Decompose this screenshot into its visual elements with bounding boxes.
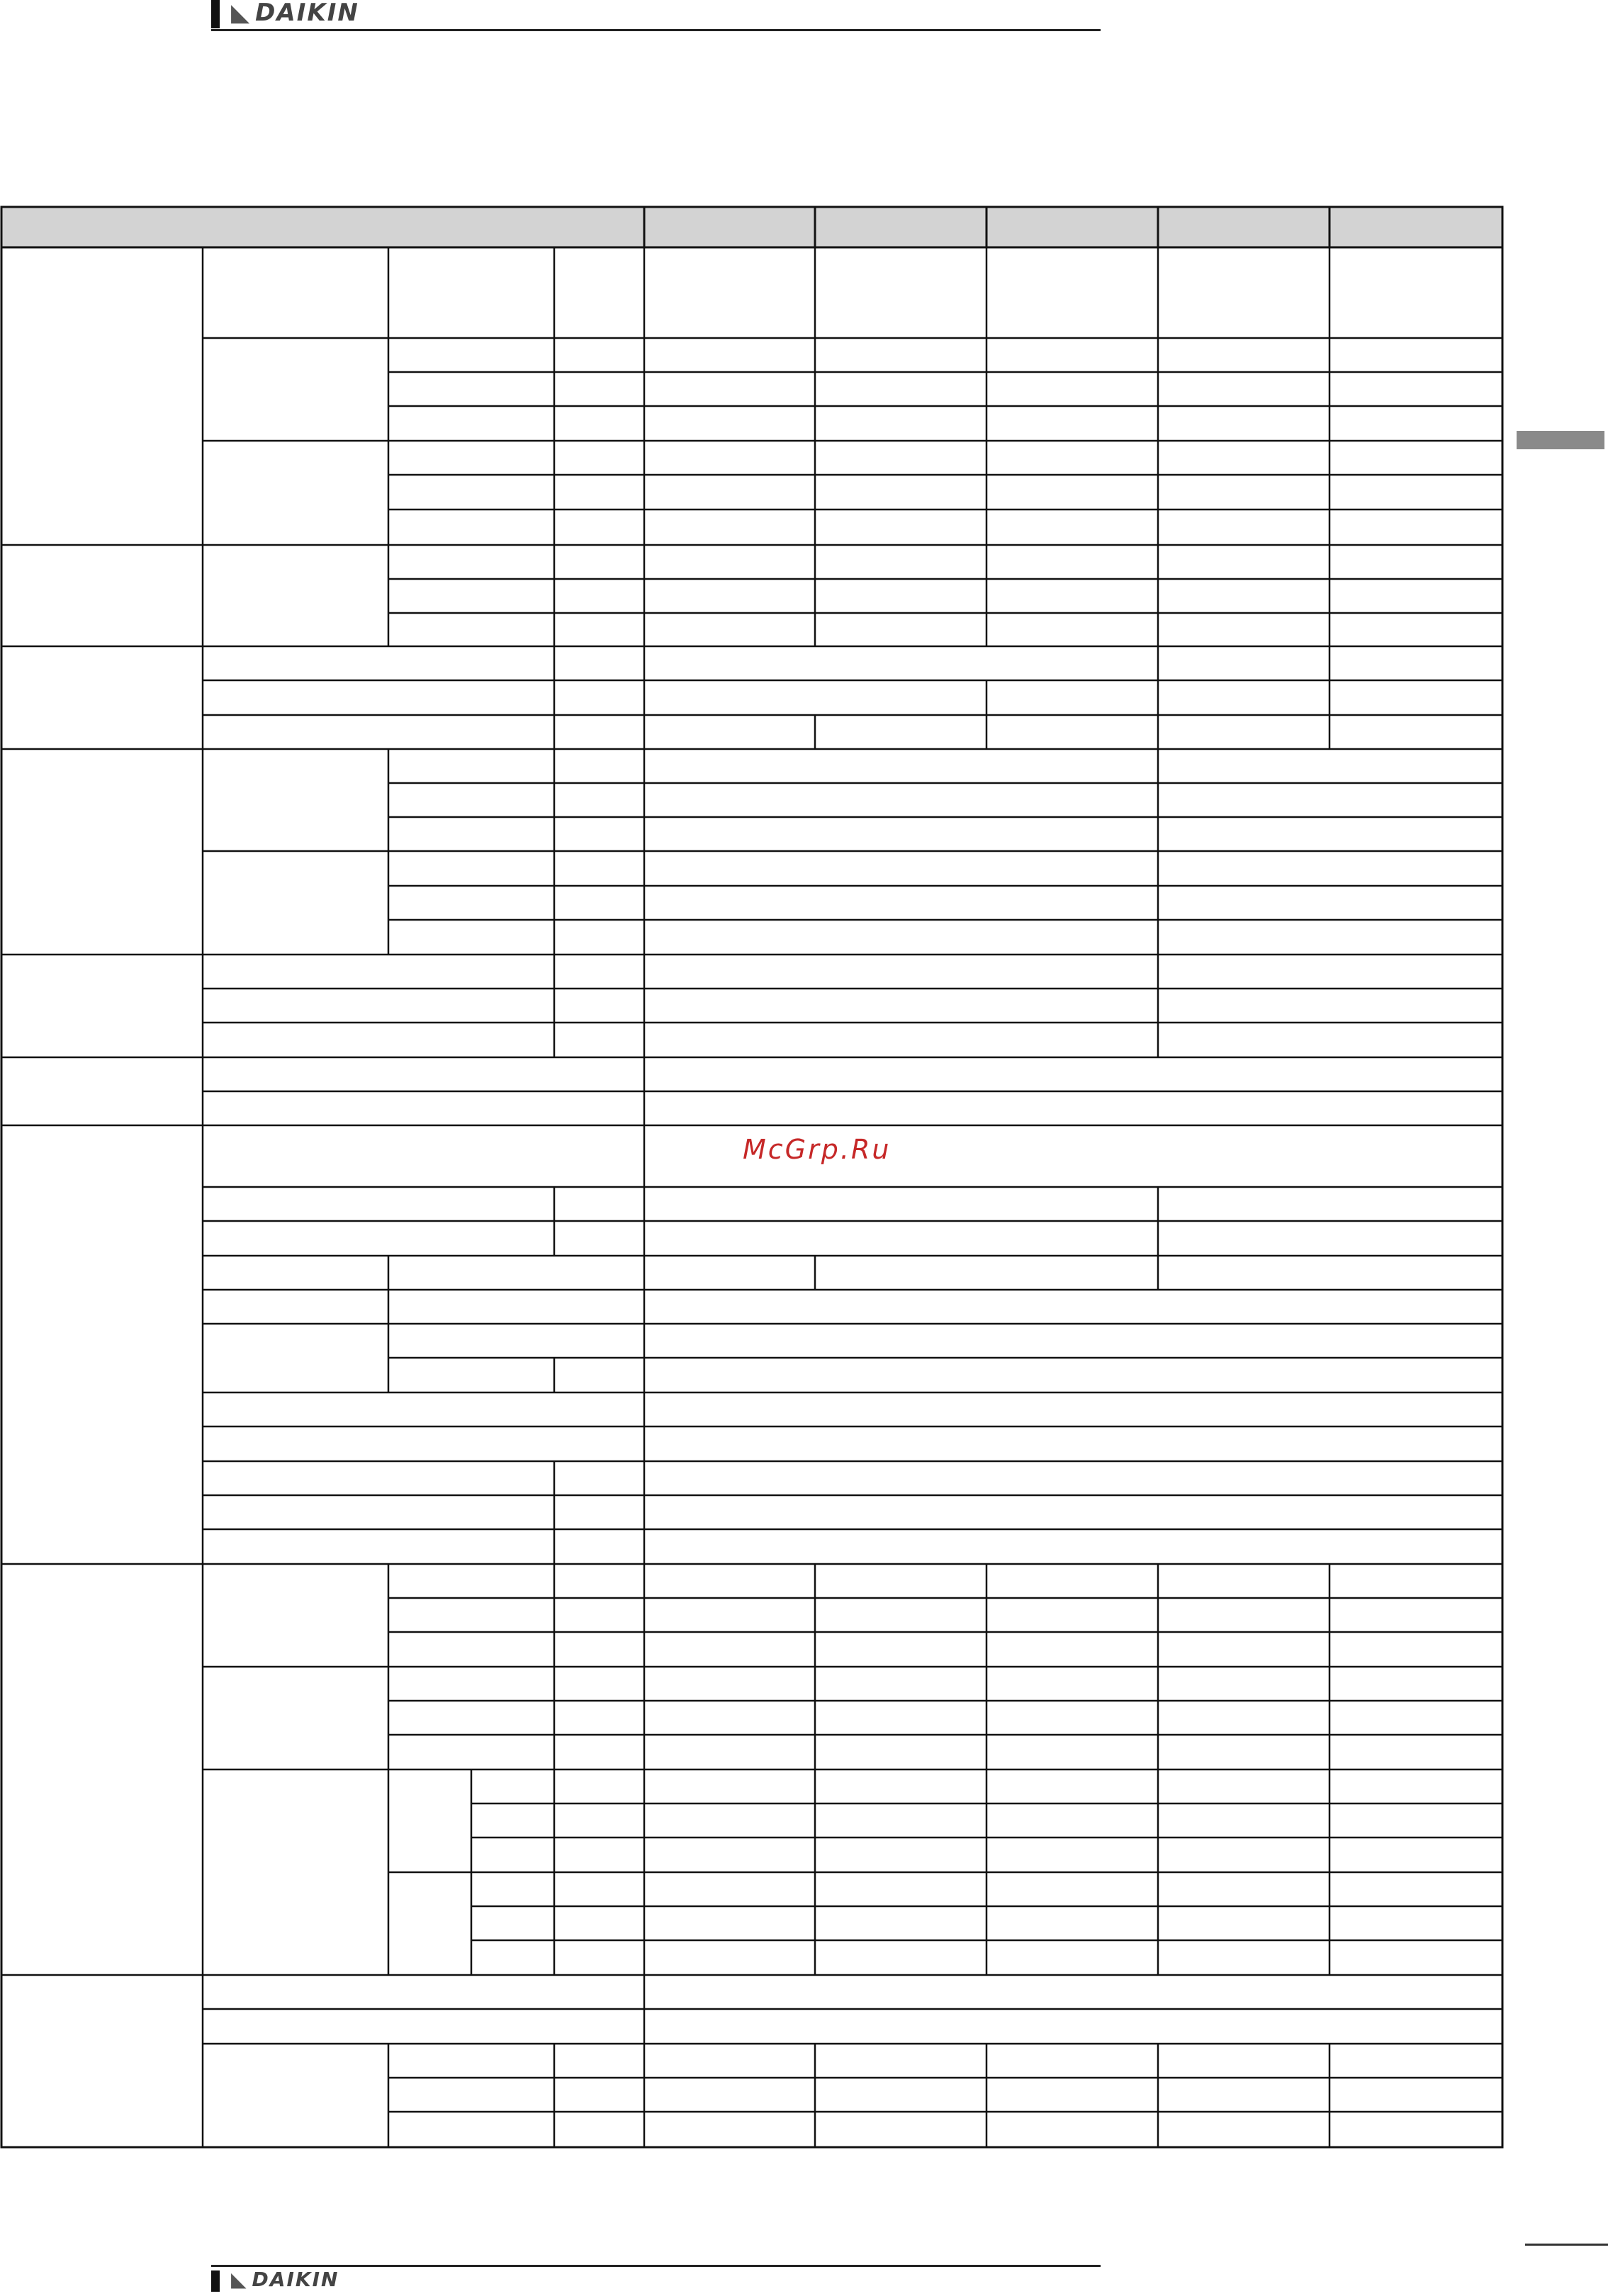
- header-brand-text: DAIKIN: [255, 0, 359, 27]
- footer-page-rule: [1525, 2244, 1608, 2246]
- table-header-row: [1, 207, 1502, 247]
- footer-rule: [211, 2265, 1101, 2267]
- footer-brand-text: DAIKIN: [252, 2268, 339, 2291]
- daikin-footer-logo: [211, 2265, 1101, 2296]
- specification-table: [0, 206, 1504, 2149]
- daikin-triangle-icon: ◣: [231, 2268, 248, 2291]
- daikin-header-logo: [211, 0, 1101, 31]
- logo-bar: [211, 2270, 220, 2292]
- watermark-text: McGrp.Ru: [743, 1134, 892, 1165]
- table-body-lines: [1, 247, 1502, 2147]
- daikin-logo-wordmark: [231, 0, 359, 27]
- daikin-triangle-icon: ◣: [231, 0, 252, 27]
- table-grid: [0, 206, 1504, 2149]
- table-body-border: [1, 247, 1502, 2147]
- header-rule: [211, 29, 1101, 31]
- logo-bar: [211, 0, 220, 28]
- daikin-logo-wordmark: [231, 2268, 339, 2291]
- section-tab-marker: [1517, 431, 1604, 449]
